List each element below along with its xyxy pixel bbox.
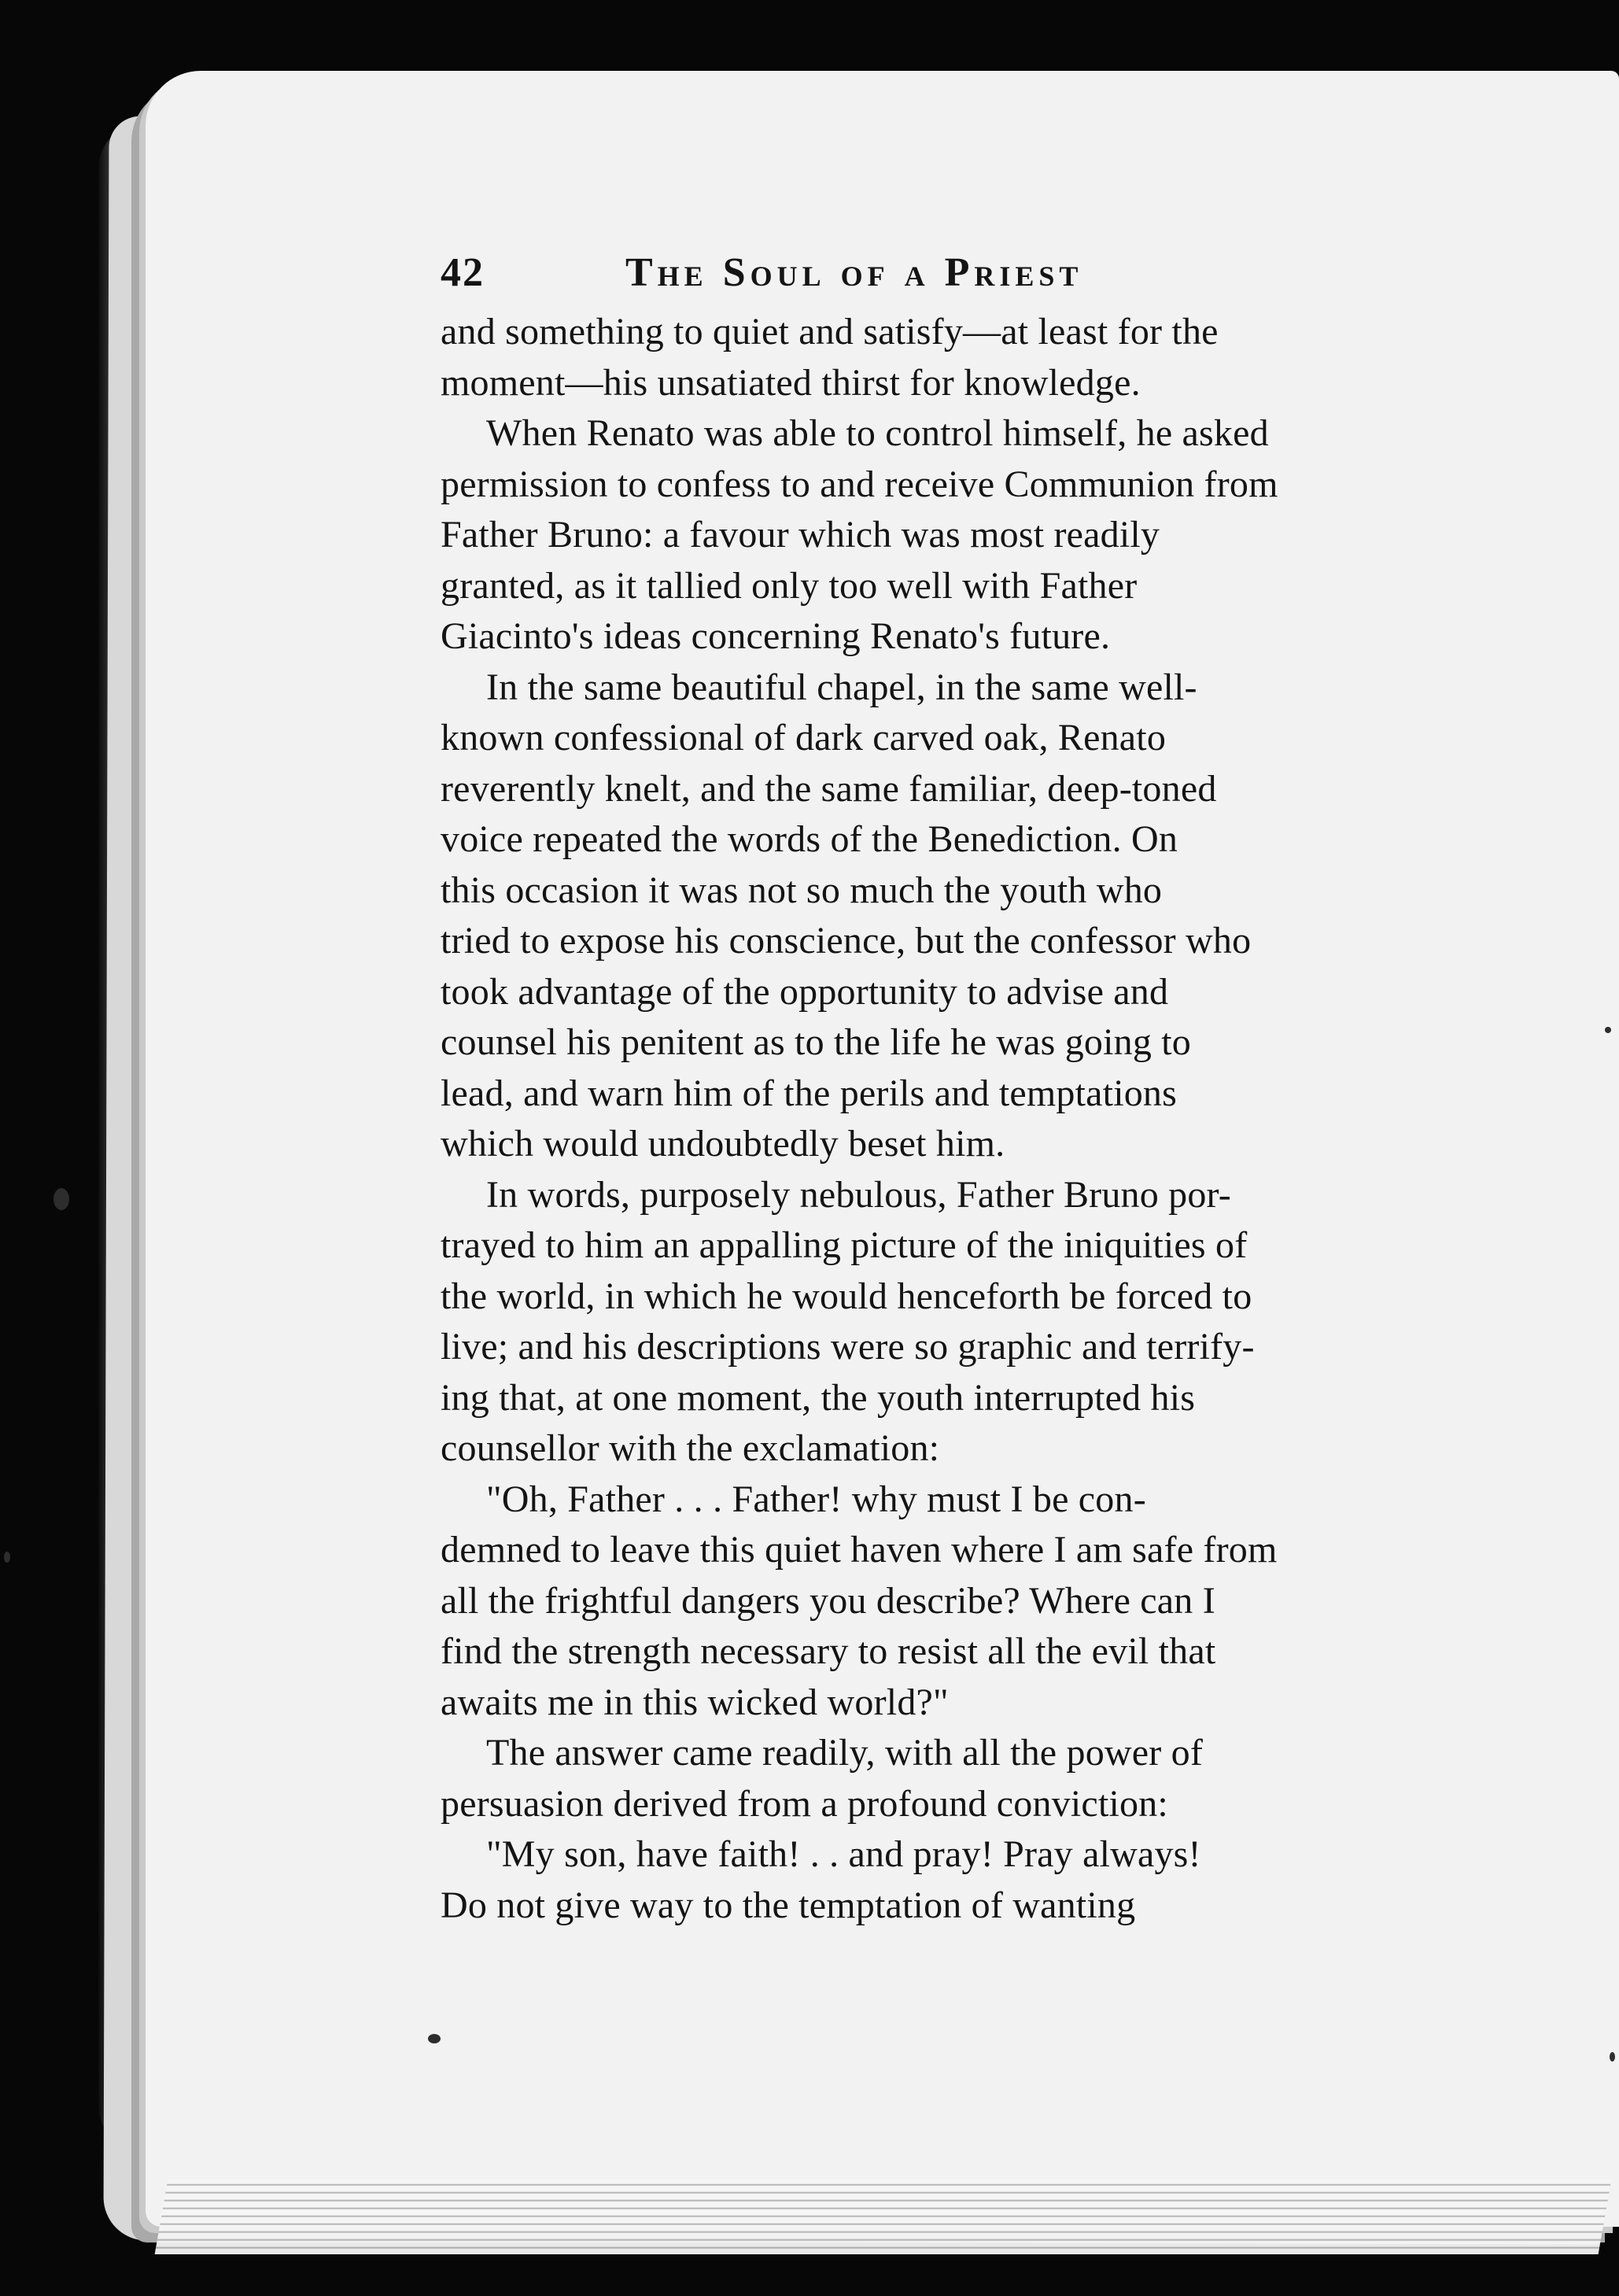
text-line [441,611,1440,663]
text-line [441,1069,1440,1120]
text-line [441,1220,1440,1272]
page-text [441,240,1440,1931]
text-line [441,866,1440,917]
text-line-content: When Renato was able to control himself, he asked [486,412,1269,454]
text-line [441,713,1440,764]
text-line [441,1119,1440,1170]
margin-mark [1610,2052,1615,2062]
margin-mark [428,2034,441,2043]
text-line [441,1779,1440,1830]
text-line [441,1322,1440,1373]
text-line-content: In the same beautiful chapel, in the same well- [486,666,1197,708]
text-line-content: tried to expose his conscience, but the confessor who [441,920,1252,962]
margin-mark [53,1188,69,1210]
margin-mark [4,1552,10,1563]
text-line [441,1170,1440,1221]
text-line [441,814,1440,866]
text-line-content: Do not give way to the temptation of wanting [441,1884,1136,1926]
text-line-content: the world, in which he would henceforth be forced to [441,1275,1252,1317]
text-line-content: permission to confess to and receive Communion from [441,463,1278,505]
text-line [441,1373,1440,1424]
text-line [441,1272,1440,1323]
text-line [441,307,1440,358]
text-line-content: "Oh, Father . . . Father! why must I be con- [486,1478,1146,1520]
text-line-content: counsellor with the exclamation: [441,1427,940,1469]
text-line [441,1525,1440,1576]
text-line [441,408,1440,460]
text-line-content: "My son, have faith! . . and pray! Pray always! [486,1833,1201,1875]
text-line [441,510,1440,561]
page-stack-edge [155,2180,1612,2254]
text-line-content: known confessional of dark carved oak, Renato [441,717,1167,759]
text-line-content: this occasion it was not so much the youth who [441,869,1163,911]
text-line [441,358,1440,409]
text-line-content: awaits me in this wicked world?" [441,1681,949,1723]
text-line-content: all the frightful dangers you describe? Where can I [441,1579,1215,1622]
text-line-content: live; and his descriptions were so graphic and terrify- [441,1326,1255,1368]
text-line [441,1475,1440,1526]
text-line [441,1728,1440,1779]
text-line-content: demned to leave this quiet haven where I am safe from [441,1529,1278,1571]
text-line [441,1017,1440,1069]
text-line-content: persuasion derived from a profound conviction: [441,1782,1168,1825]
text-line-content: Father Bruno: a favour which was most readily [441,514,1160,556]
page-number: 42 [441,250,485,296]
text-line [441,916,1440,967]
text-line-content: In words, purposely nebulous, Father Bruno por- [486,1173,1231,1216]
running-title: The Soul of a Priest [625,250,1083,296]
text-line [441,663,1440,714]
text-line-content: counsel his penitent as to the life he was going to [441,1021,1192,1063]
text-line-content: moment—his unsatiated thirst for knowledge. [441,361,1141,404]
text-line [441,1881,1440,1932]
margin-mark [1605,1027,1611,1033]
text-line [441,561,1440,612]
text-line-content: find the strength necessary to resist all the evil that [441,1630,1216,1672]
body-text [441,307,1440,1931]
text-line [441,1576,1440,1627]
text-line-content: trayed to him an appalling picture of the iniquities of [441,1224,1248,1266]
text-line-content: lead, and warn him of the perils and temptations [441,1072,1178,1114]
text-line-content: The answer came readily, with all the power of [486,1732,1204,1774]
text-line [441,1626,1440,1678]
text-line-content: ing that, at one moment, the youth interrupted his [441,1376,1196,1419]
text-line [441,460,1440,511]
text-line [441,1678,1440,1729]
text-line-content: took advantage of the opportunity to advise and [441,970,1169,1013]
text-line [441,967,1440,1018]
text-line-content: which would undoubtedly beset him. [441,1123,1005,1165]
text-line-content: Giacinto's ideas concerning Renato's future. [441,615,1111,657]
text-line [441,1829,1440,1881]
text-line [441,1423,1440,1475]
text-line [441,764,1440,815]
running-head [441,240,1440,307]
text-line-content: granted, as it tallied only too well with Father [441,564,1138,607]
text-line-content: reverently knelt, and the same familiar, deep-toned [441,767,1217,810]
text-line-content: voice repeated the words of the Benediction. On [441,818,1178,860]
text-line-content: and something to quiet and satisfy—at least for the [441,311,1219,353]
